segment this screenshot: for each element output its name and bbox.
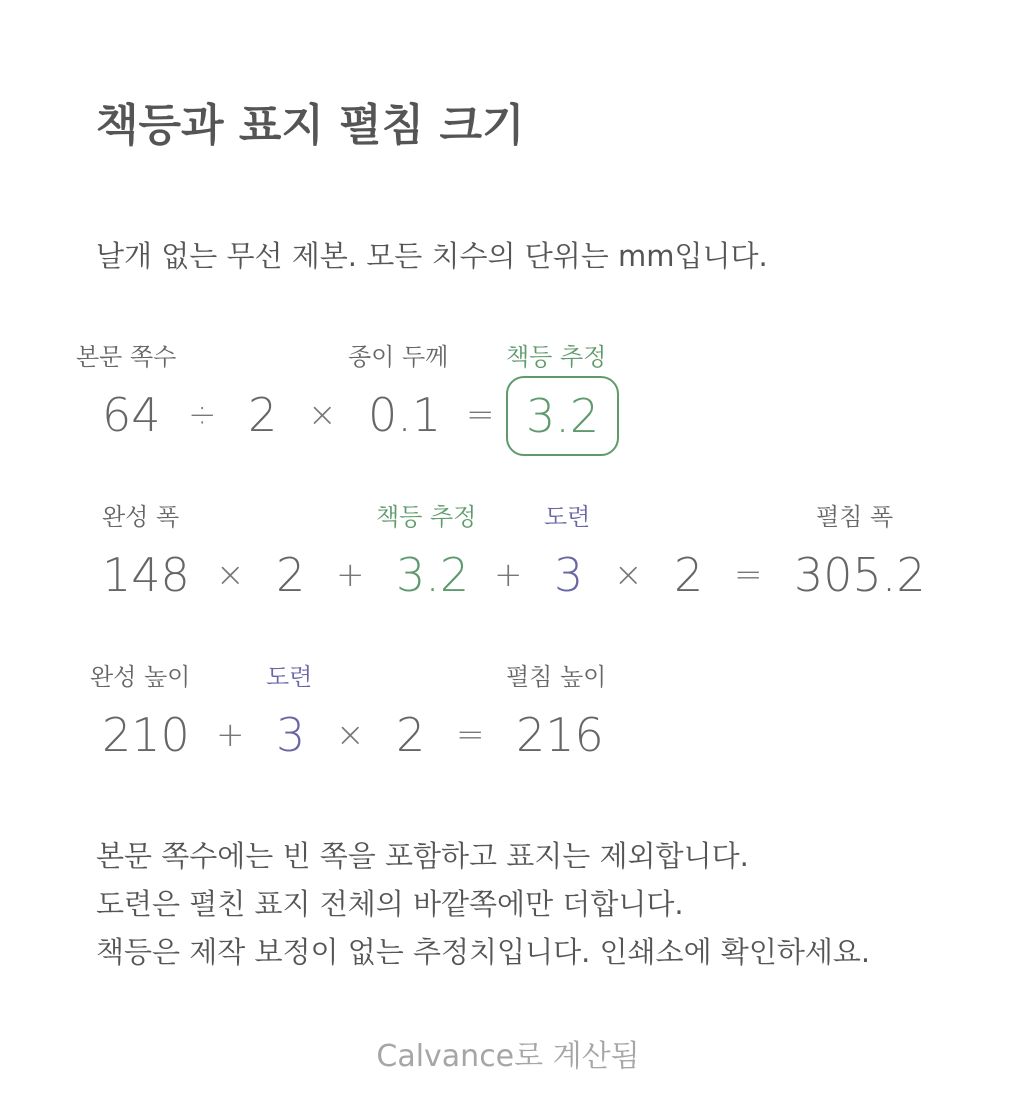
- label-bleed-2: 도련: [266, 663, 313, 691]
- value-divisor: 2: [248, 388, 278, 442]
- multiply-operator: ×: [308, 395, 337, 435]
- equals-operator: =: [466, 395, 495, 435]
- label-spine-estimate: 책등 추정: [506, 343, 607, 371]
- note-page-count: 본문 쪽수에는 빈 쪽을 포함하고 표지는 제외합니다.: [96, 839, 749, 873]
- divide-operator: ÷: [188, 395, 217, 435]
- label-spine-estimate-2: 책등 추정: [376, 503, 477, 531]
- result-spine-estimate: 3.2: [506, 376, 619, 456]
- page-subtitle: 날개 없는 무선 제본. 모든 치수의 단위는 mm입니다.: [96, 239, 768, 273]
- plus-operator: +: [216, 715, 245, 755]
- value-multiplier: 2: [674, 548, 704, 602]
- plus-operator: +: [494, 555, 523, 595]
- label-page-count: 본문 쪽수: [76, 343, 177, 371]
- value-bleed: 3: [276, 708, 306, 762]
- label-paper-thickness: 종이 두께: [348, 343, 449, 371]
- multiply-operator: ×: [614, 555, 643, 595]
- value-paper-thickness: 0.1: [368, 388, 442, 442]
- value-page-count: 64: [102, 388, 161, 442]
- label-bleed: 도련: [544, 503, 591, 531]
- footer-credit: Calvance로 계산됨: [376, 1039, 640, 1074]
- label-trim-height: 완성 높이: [90, 663, 191, 691]
- plus-operator: +: [336, 555, 365, 595]
- label-spread-width: 펼침 폭: [816, 503, 894, 531]
- label-trim-width: 완성 폭: [102, 503, 180, 531]
- label-spread-height: 펼침 높이: [506, 663, 607, 691]
- multiply-operator: ×: [336, 715, 365, 755]
- value-spine-estimate: 3.2: [396, 548, 470, 602]
- equals-operator: =: [734, 555, 763, 595]
- result-spread-height: 216: [516, 708, 604, 762]
- value-trim-width: 148: [102, 548, 190, 602]
- value-multiplier: 2: [396, 708, 426, 762]
- equals-operator: =: [456, 715, 485, 755]
- page-title: 책등과 표지 펼침 크기: [96, 100, 525, 151]
- note-spine-estimate: 책등은 제작 보정이 없는 추정치입니다. 인쇄소에 확인하세요.: [96, 935, 871, 969]
- multiply-operator: ×: [216, 555, 245, 595]
- result-spread-width: 305.2: [794, 548, 926, 602]
- value-bleed: 3: [554, 548, 584, 602]
- value-trim-height: 210: [102, 708, 190, 762]
- value-multiplier: 2: [276, 548, 306, 602]
- note-bleed: 도련은 펼친 표지 전체의 바깥쪽에만 더합니다.: [96, 887, 684, 921]
